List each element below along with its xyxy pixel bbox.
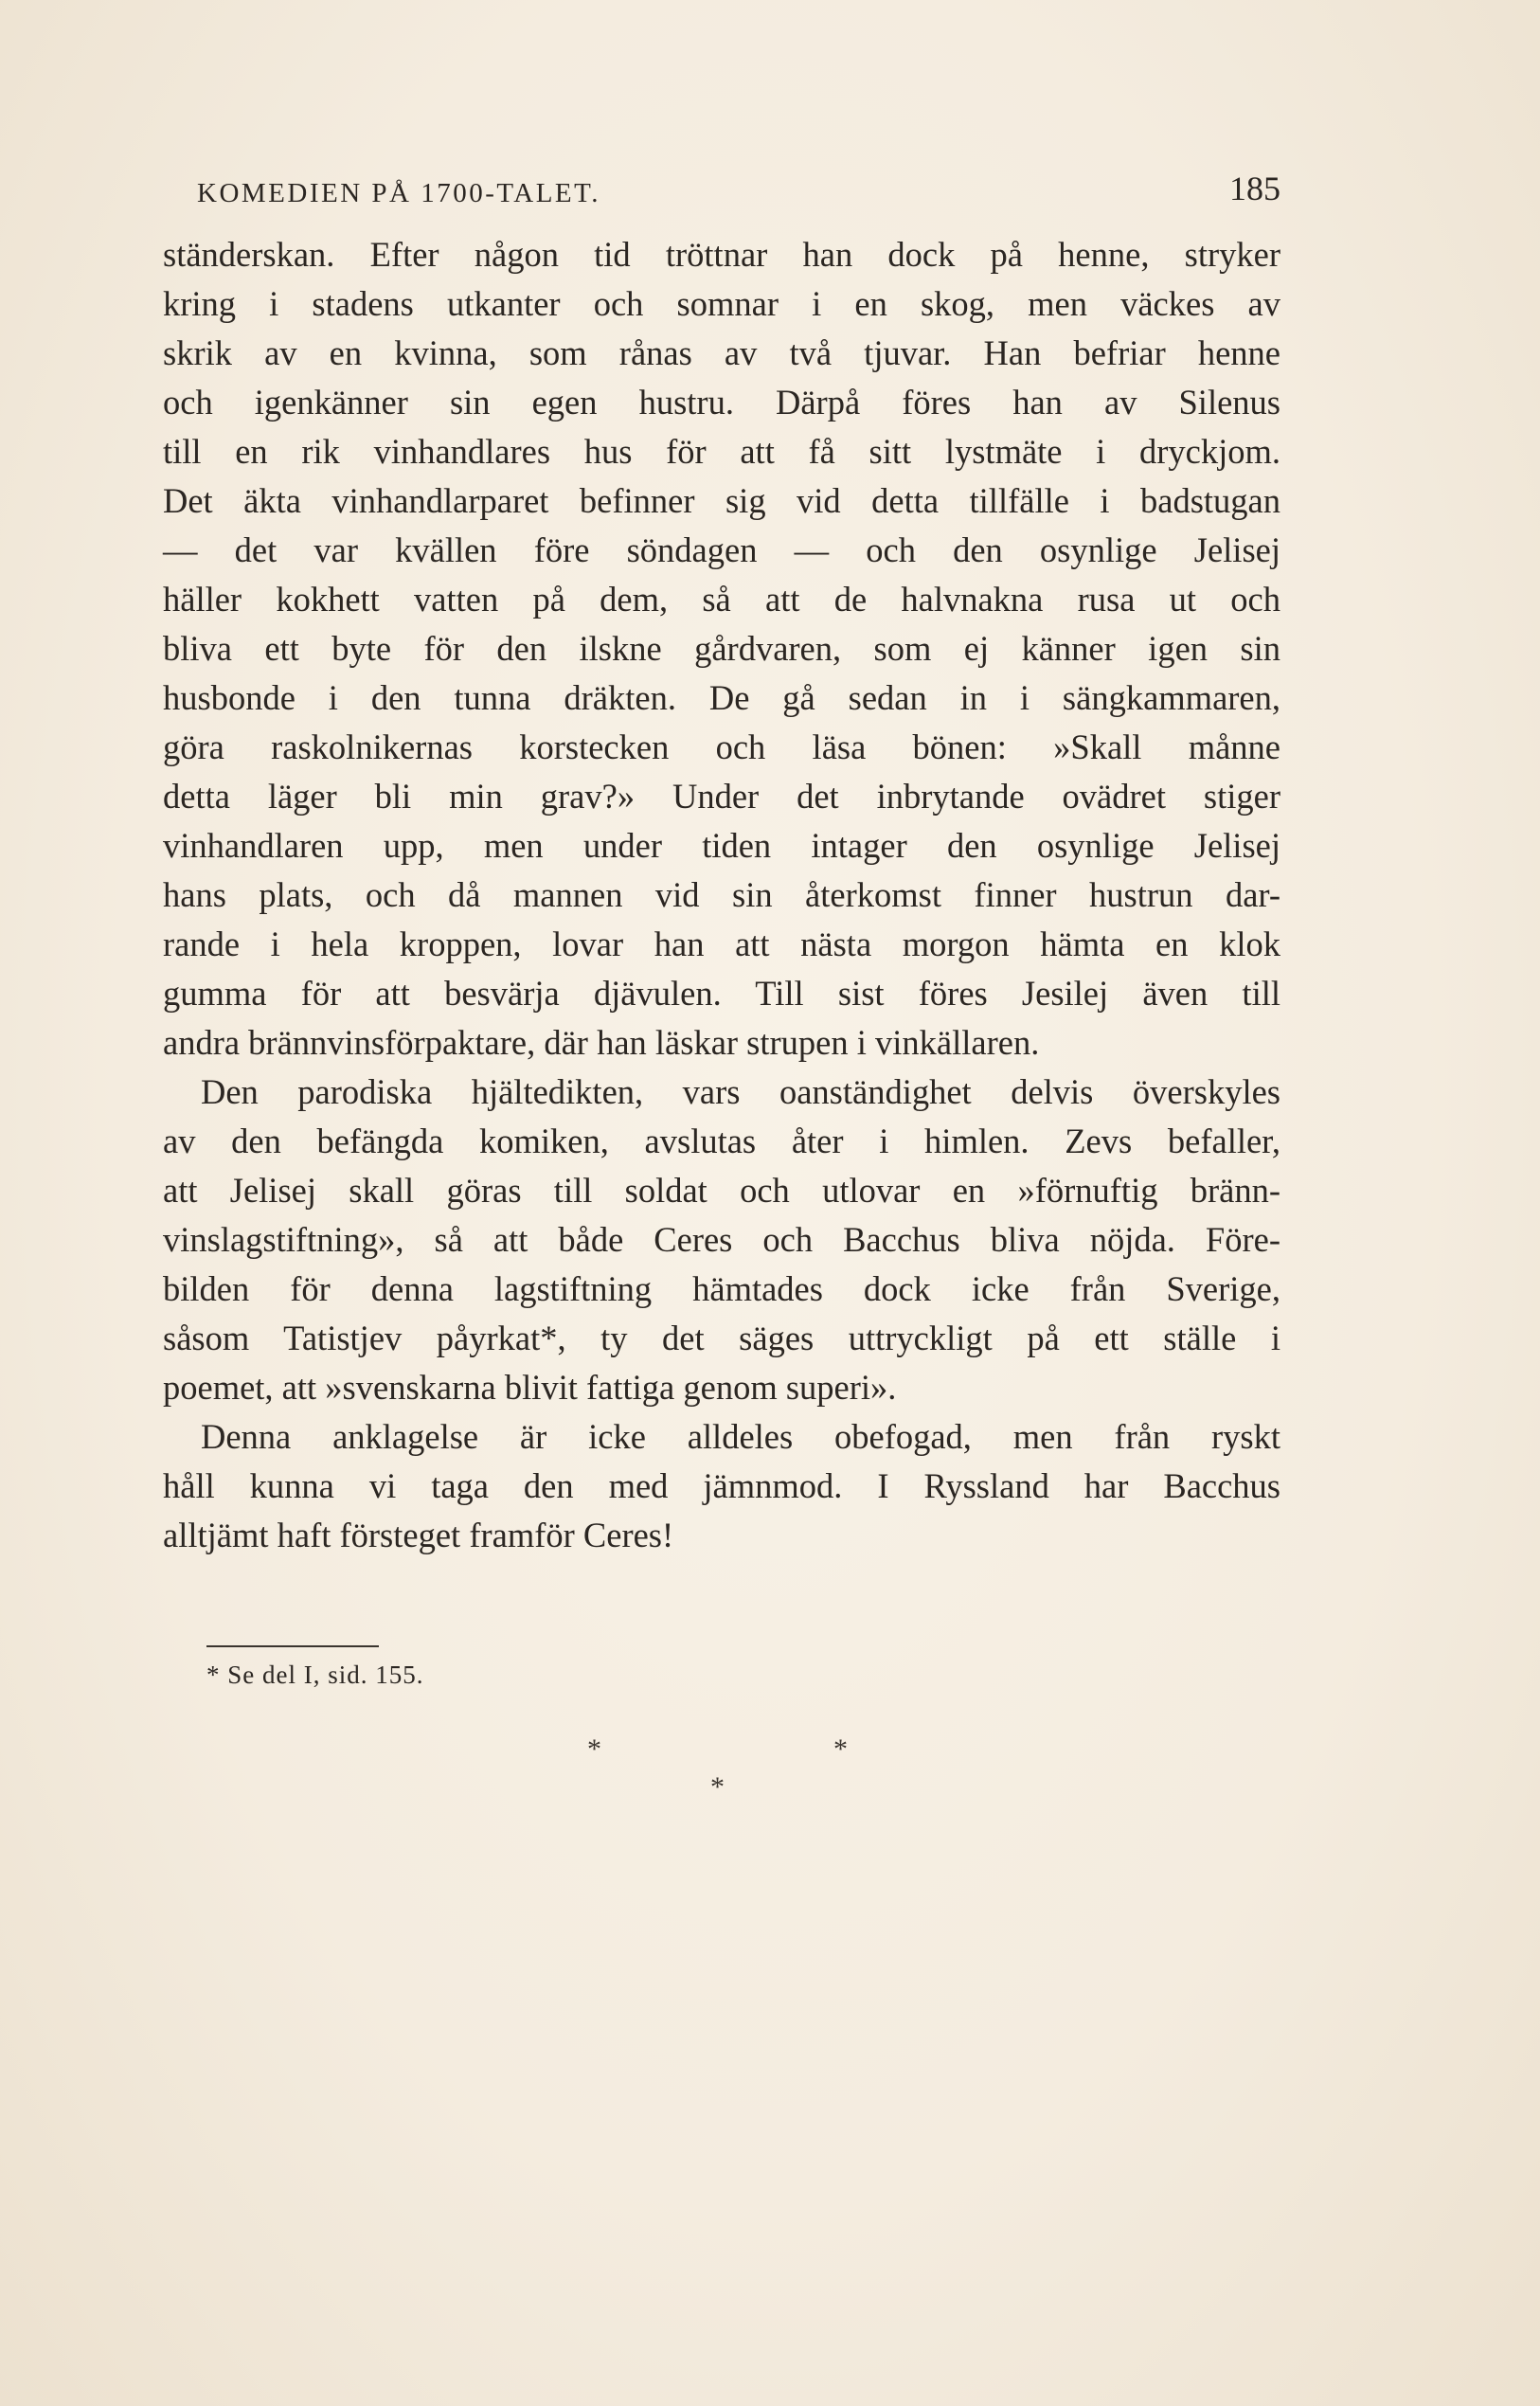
body-text [163,230,1280,1560]
text-line: hans plats, och då mannen vid sin återkomst finner hustrun dar- [163,875,1280,914]
running-head: KOMEDIEN PÅ 1700-TALET. [197,178,600,208]
text-line: poemet, att »svenskarna blivit fattiga genom superi». [163,1368,897,1407]
bleed-through-marks [530,0,1023,66]
footnote: * Se del I, sid. 155. [206,1661,424,1689]
text-line: andra brännvinsförpaktare, där han läskar strupen i vinkällaren. [163,1023,1040,1062]
text-line: ständerskan. Efter någon tid tröttnar han dock på henne, stryker [163,235,1280,274]
asterism-star: * [587,1733,601,1765]
footnote-rule [206,1645,379,1647]
text-line: husbonde i den tunna dräkten. De gå sedan in i sängkammaren, [163,678,1280,717]
asterism-star: * [710,1771,725,1803]
page-number: 185 [1229,170,1280,207]
asterism [568,1733,871,1809]
text-line: av den befängda komiken, avslutas åter i himlen. Zevs befaller, [163,1122,1280,1160]
text-line: såsom Tatistjev påyrkat*, ty det säges uttryckligt på ett ställe i [163,1319,1280,1357]
text-line: skrik av en kvinna, som rånas av två tjuvar. Han befriar henne [163,333,1280,372]
text-line: kring i stadens utkanter och somnar i en skog, men väckes av [163,284,1280,323]
text-line: alltjämt haft försteget framför Ceres! [163,1516,674,1554]
text-line: vinhandlaren upp, men under tiden intager den osynlige Jelisej [163,826,1280,865]
text-line: håll kunna vi taga den med jämnmod. I Ryssland har Bacchus [163,1466,1280,1505]
text-line: — det var kvällen före söndagen — och den osynlige Jelisej [163,530,1280,569]
text-line: göra raskolnikernas korstecken och läsa bönen: »Skall månne [163,727,1280,766]
text-line: detta läger bli min grav?» Under det inbrytande ovädret stiger [163,777,1280,816]
text-line: vinslagstiftning», så att både Ceres och Bacchus bliva nöjda. Före- [163,1220,1280,1259]
text-line: till en rik vinhandlares hus för att få sitt lystmäte i dryckjom. [163,432,1280,471]
text-line: bliva ett byte för den ilskne gårdvaren, som ej känner igen sin [163,629,1280,668]
asterism-star: * [833,1733,848,1765]
paragraph-start-line: Den parodiska hjältedikten, vars oanständighet delvis överskyles [201,1072,1280,1111]
text-line: att Jelisej skall göras till soldat och utlovar en »förnuftig bränn- [163,1171,1280,1210]
text-line: Det äkta vinhandlarparet befinner sig vid detta tillfälle i badstugan [163,481,1280,520]
text-line: bilden för denna lagstiftning hämtades dock icke från Sverige, [163,1269,1280,1308]
page-header [163,159,1280,216]
text-line: häller kokhett vatten på dem, så att de halvnakna rusa ut och [163,580,1280,619]
text-line: och igenkänner sin egen hustru. Därpå föres han av Silenus [163,383,1280,422]
text-line: gumma för att besvärja djävulen. Till sist föres Jesilej även till [163,974,1280,1013]
text-line: rande i hela kroppen, lovar han att nästa morgon hämta en klok [163,925,1280,963]
paragraph-start-line: Denna anklagelse är icke alldeles obefogad, men från ryskt [201,1417,1280,1456]
